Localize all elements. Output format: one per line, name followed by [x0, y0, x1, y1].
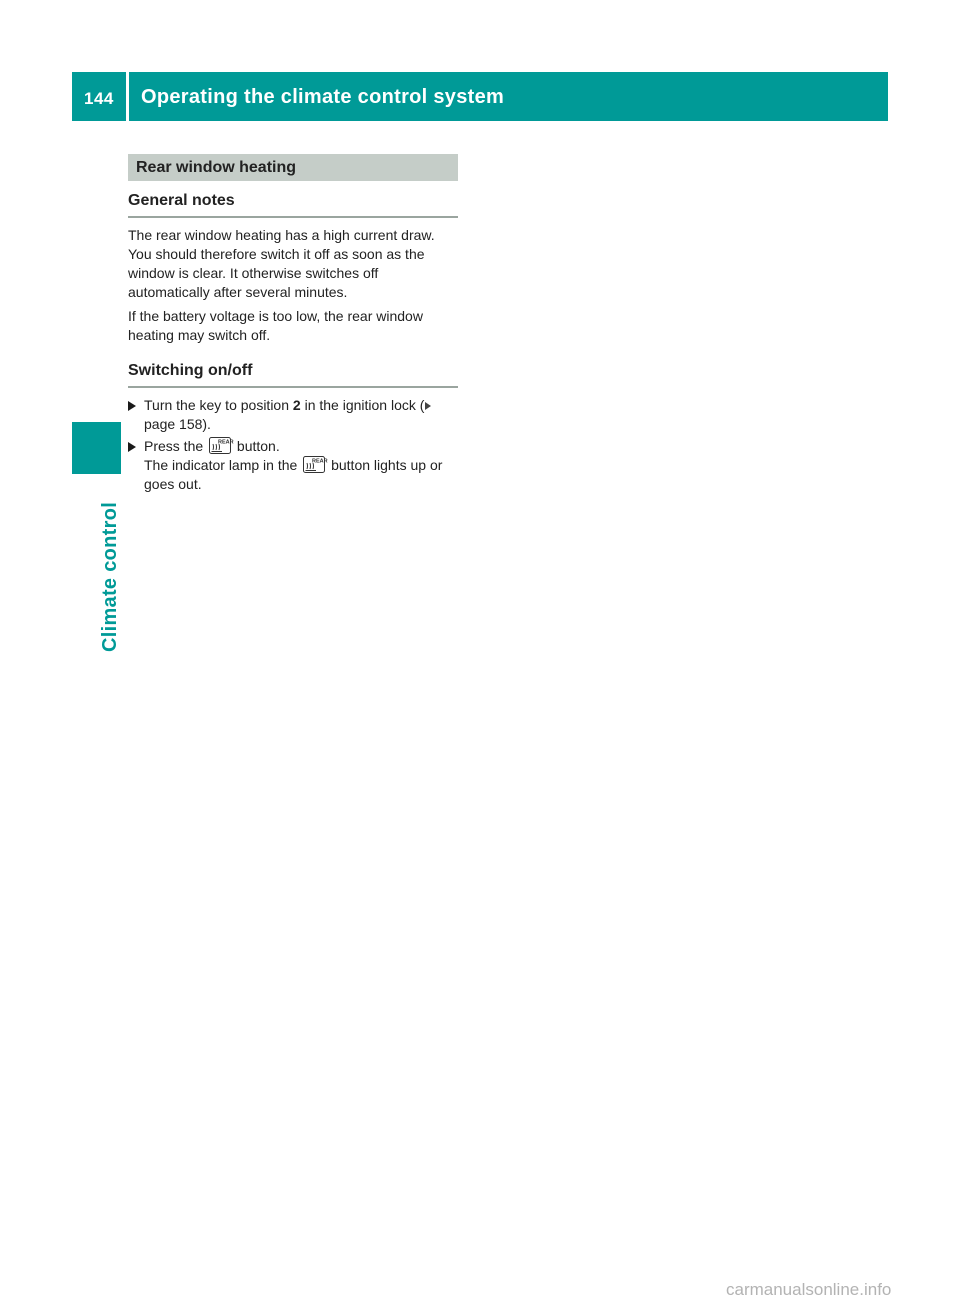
step-arrow-icon	[128, 401, 136, 411]
instruction-step-1	[128, 396, 458, 434]
page-reference-link[interactable]: page 158).	[144, 416, 211, 432]
side-tab-marker	[72, 422, 121, 474]
step-2-line-2-before: The indicator lamp in the	[144, 457, 302, 473]
side-tab-label: Climate control	[99, 501, 121, 652]
svg-text:REAR: REAR	[312, 458, 328, 465]
step-arrow-icon	[128, 442, 136, 452]
rear-window-defroster-icon	[303, 456, 328, 473]
general-notes-paragraph-2: If the battery voltage is too low, the rear window heating may switch off.	[128, 308, 423, 343]
watermark: carmanualsonline.info	[726, 1280, 892, 1299]
page-number: 144	[84, 89, 114, 108]
page-reference-arrow-icon	[425, 402, 431, 410]
main-content	[128, 154, 458, 494]
step-2-line-2-after: button lights up or goes out.	[144, 457, 443, 492]
general-notes-heading: General notes	[128, 192, 458, 218]
rear-window-defroster-icon	[209, 437, 234, 454]
instruction-step-2	[128, 437, 458, 494]
svg-text:REAR: REAR	[218, 439, 234, 446]
ignition-position: 2	[292, 397, 301, 413]
switching-heading: Switching on/off	[128, 362, 458, 388]
step-1-text-before: Turn the key to position	[144, 397, 293, 413]
section-title: Rear window heating	[128, 154, 458, 181]
general-notes-paragraph-1: The rear window heating has a high current draw. You should therefore switch it off as soon as the window is clear. It otherwise switches off automatically after several minutes.	[128, 227, 435, 300]
step-2-line-1-before: Press the	[144, 438, 208, 454]
chapter-title: Operating the climate control system	[141, 86, 505, 108]
header-divider	[126, 72, 129, 121]
step-1-text-after: in the ignition lock (	[300, 397, 425, 413]
step-2-line-1-after: button.	[233, 438, 280, 454]
